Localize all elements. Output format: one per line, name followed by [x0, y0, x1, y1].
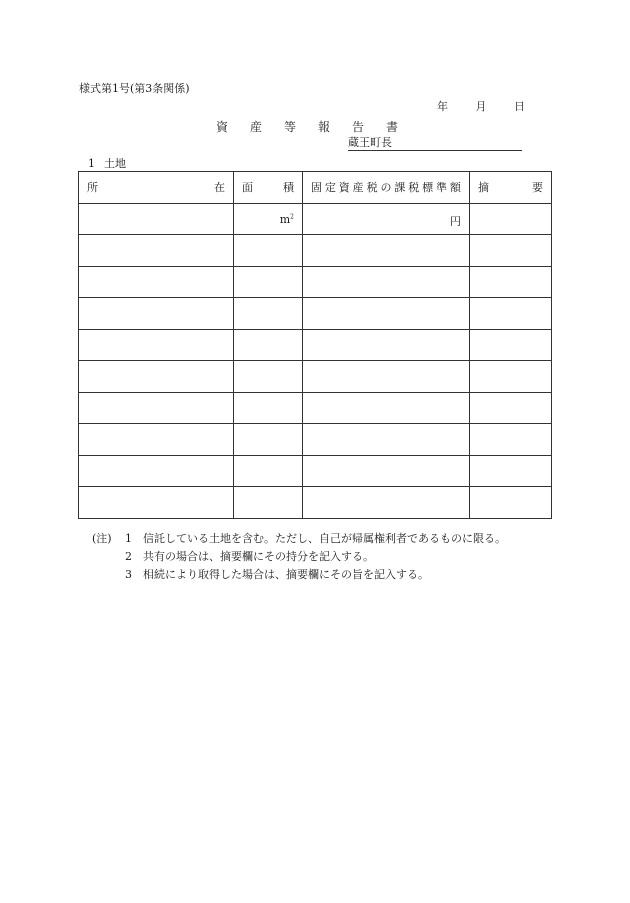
header-char: 課 — [394, 181, 406, 195]
cell-location[interactable] — [79, 329, 234, 361]
note-number: 1 — [125, 532, 132, 545]
table-row — [79, 266, 552, 298]
section-label: 土地 — [104, 157, 126, 170]
cell-location[interactable] — [79, 298, 234, 330]
header-char: 税 — [408, 181, 420, 195]
cell-area[interactable] — [234, 455, 303, 487]
cell-remarks[interactable] — [470, 487, 552, 519]
recipient-line — [348, 136, 522, 151]
cell-assessed-value[interactable] — [303, 361, 470, 393]
note-item — [92, 530, 506, 548]
cell-area[interactable] — [234, 424, 303, 456]
cell-area[interactable] — [234, 361, 303, 393]
header-area — [234, 172, 303, 204]
cell-location[interactable] — [79, 487, 234, 519]
value-unit: 円 — [450, 214, 461, 228]
table-row — [79, 424, 552, 456]
date-day-label: 日 — [514, 100, 525, 113]
note-number: 2 — [125, 550, 132, 563]
recipient-name: 蔵王町長 — [348, 136, 392, 149]
header-assessed-value — [303, 172, 470, 204]
table-header-row — [79, 172, 552, 204]
cell-area[interactable] — [234, 487, 303, 519]
header-char: 摘 — [478, 181, 489, 195]
header-char: 産 — [352, 181, 364, 195]
title-char: 産 — [250, 120, 263, 134]
cell-assessed-value[interactable] — [303, 487, 470, 519]
header-char: 標 — [422, 181, 434, 195]
cell-area[interactable] — [234, 329, 303, 361]
note-item — [92, 566, 506, 584]
area-unit: m — [279, 212, 291, 226]
cell-assessed-value[interactable] — [303, 266, 470, 298]
cell-remarks[interactable] — [470, 266, 552, 298]
header-char: 資 — [338, 181, 350, 195]
title-char: 等 — [284, 120, 297, 134]
section-number: 1 — [88, 157, 95, 170]
cell-remarks[interactable] — [470, 392, 552, 424]
cell-assessed-value[interactable] — [303, 298, 470, 330]
table-row — [79, 298, 552, 330]
header-char: 積 — [283, 181, 294, 195]
document-title — [216, 118, 420, 135]
note-item — [92, 548, 506, 566]
title-char: 告 — [352, 120, 365, 134]
cell-assessed-value[interactable] — [303, 329, 470, 361]
header-char: 面 — [242, 181, 253, 195]
cell-location[interactable] — [79, 361, 234, 393]
cell-area[interactable] — [234, 298, 303, 330]
table-row — [79, 392, 552, 424]
cell-area[interactable] — [234, 392, 303, 424]
land-table — [78, 171, 552, 519]
cell-assessed-value[interactable] — [303, 392, 470, 424]
date-line — [437, 98, 525, 114]
cell-assessed-value[interactable] — [303, 455, 470, 487]
title-char: 書 — [386, 120, 399, 134]
cell-remarks[interactable] — [470, 361, 552, 393]
header-char: 要 — [532, 181, 543, 195]
date-year-label: 年 — [437, 100, 448, 113]
cell-area[interactable] — [234, 266, 303, 298]
cell-remarks[interactable] — [470, 455, 552, 487]
table-row — [79, 361, 552, 393]
area-unit-exponent: 2 — [290, 212, 294, 220]
header-char: 在 — [214, 181, 225, 195]
note-text: 信託している土地を含む。ただし、自己が帰属権利者であるものに限る。 — [143, 532, 506, 545]
note-number: 3 — [125, 568, 132, 581]
table-row — [79, 455, 552, 487]
header-remarks — [470, 172, 552, 204]
header-char: 固 — [311, 181, 322, 195]
note-text: 共有の場合は、摘要欄にその持分を記入する。 — [143, 550, 374, 563]
table-row — [79, 487, 552, 519]
cell-remarks[interactable] — [470, 329, 552, 361]
cell-remarks[interactable] — [470, 235, 552, 267]
cell-location[interactable] — [79, 455, 234, 487]
cell-assessed-value[interactable] — [303, 203, 470, 235]
notes — [92, 530, 506, 584]
header-char: 所 — [87, 181, 98, 195]
cell-location[interactable] — [79, 392, 234, 424]
table-row — [79, 329, 552, 361]
title-char: 資 — [216, 120, 229, 134]
header-char: 税 — [366, 181, 378, 195]
cell-remarks[interactable] — [470, 203, 552, 235]
note-text: 相続により取得した場合は、摘要欄にその旨を記入する。 — [143, 568, 429, 581]
cell-assessed-value[interactable] — [303, 424, 470, 456]
cell-location[interactable] — [79, 203, 234, 235]
section-heading — [88, 155, 126, 171]
cell-area[interactable] — [234, 203, 303, 235]
header-char: の — [380, 181, 392, 195]
cell-location[interactable] — [79, 235, 234, 267]
cell-location[interactable] — [79, 266, 234, 298]
cell-remarks[interactable] — [470, 298, 552, 330]
cell-remarks[interactable] — [470, 424, 552, 456]
table-row — [79, 235, 552, 267]
header-location — [79, 172, 234, 204]
title-char: 報 — [318, 120, 331, 134]
land-table-body — [79, 203, 552, 518]
cell-area[interactable] — [234, 235, 303, 267]
header-char: 額 — [449, 181, 461, 195]
cell-location[interactable] — [79, 424, 234, 456]
date-month-label: 月 — [475, 100, 487, 113]
table-row — [79, 203, 552, 235]
form-number: 様式第1号(第3条関係) — [79, 82, 190, 95]
cell-assessed-value[interactable] — [303, 235, 470, 267]
header-char: 準 — [436, 181, 448, 195]
header-char: 定 — [324, 181, 336, 195]
notes-prefix: (注) — [92, 532, 112, 545]
